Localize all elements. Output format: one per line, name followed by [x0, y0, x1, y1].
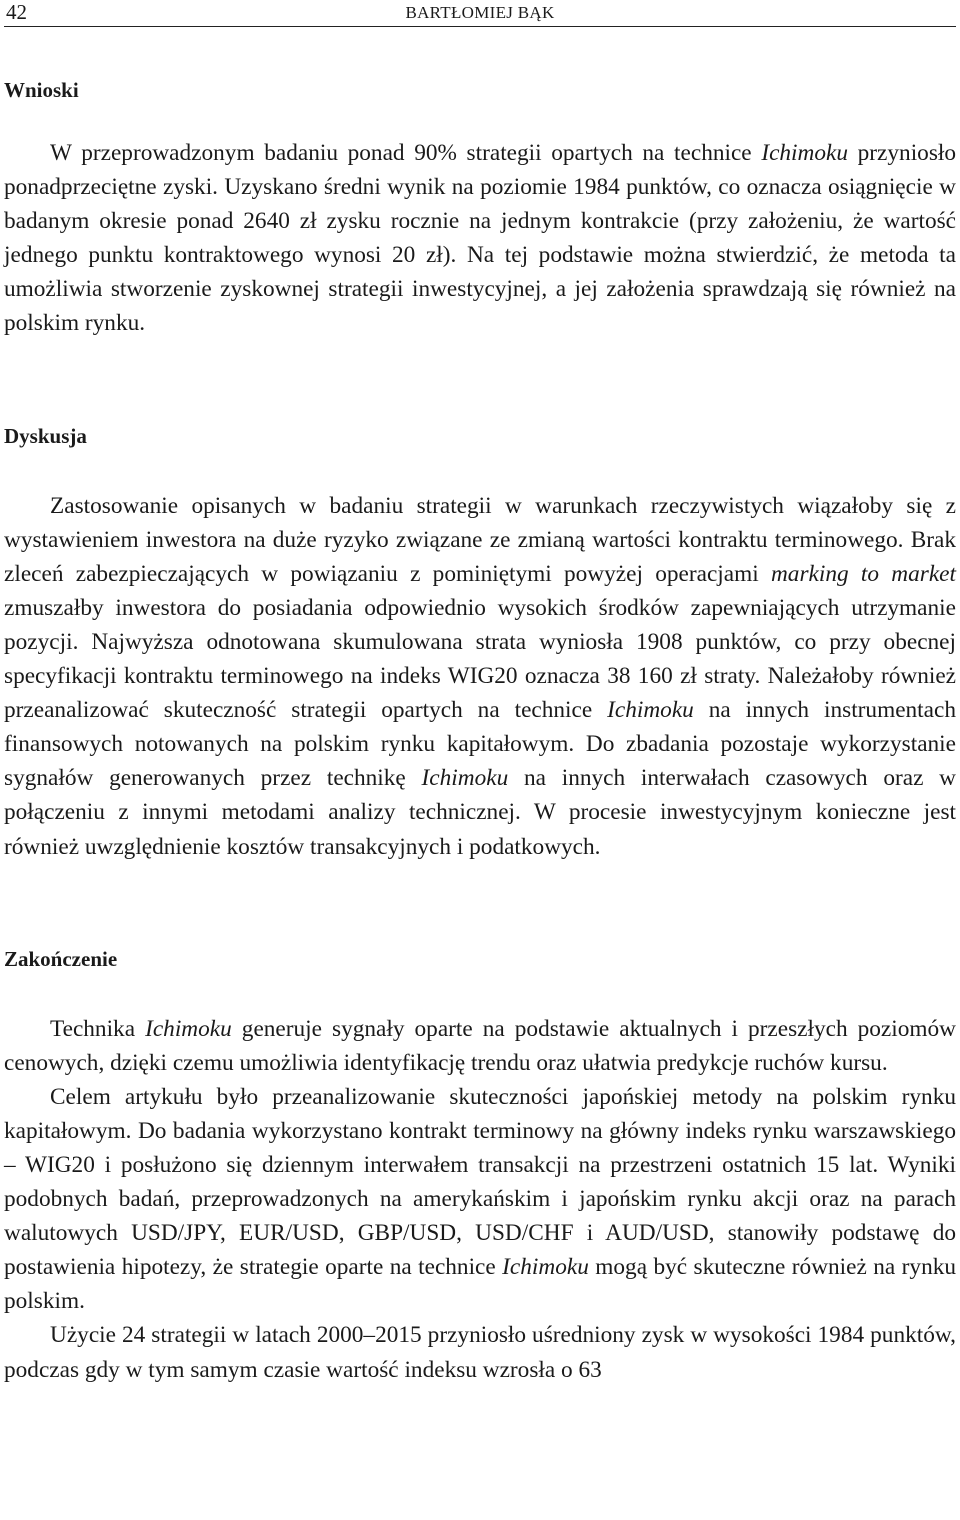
page-number: 42	[6, 0, 27, 24]
section-heading-dyskusja: Dyskusja	[4, 423, 87, 448]
paragraph	[4, 136, 956, 341]
text-run: na innych instrumentach finansowych notowanych na polskim rynku kapitałowym. Do zbadania pozostaje wykorzystanie sygnałów generowanych przez technikę	[4, 697, 956, 792]
text-run: przyniosło ponadprzeciętne zyski. Uzyskano średni wynik na poziomie 1984 punktów, co oznacza osiągnięcie w badanym okresie ponad 2640 zł zysku rocznie na jednym kontrakcie (przy założeniu, że wartość jednego punktu kontraktowego wynosi 20 zł). Na tej podstawie można stwierdzić, że metoda ta umożliwia stworzenie zyskownej strategii inwestycyjnej, a jej założenia sprawdzają się również na polskim rynku.	[4, 140, 957, 337]
section-body-dyskusja	[4, 489, 956, 864]
italic-term: Ichimoku	[145, 1015, 232, 1042]
italic-term: Ichimoku	[607, 697, 694, 724]
page	[4, 0, 956, 1387]
paragraph	[4, 1318, 956, 1386]
italic-term: Ichimoku	[761, 140, 848, 166]
text-run: Użycie 24 strategii w latach 2000–2015 przyniosło uśredniony zysk w wysokości 1984 punktów, podczas gdy w tym samym czasie wartość indeksu wzrosła o 63	[4, 1322, 956, 1383]
italic-term: marking to market	[770, 560, 956, 587]
text-run: mogą być skuteczne również na rynku polskim.	[4, 1254, 957, 1315]
text-run: Celem artykułu było przeanalizowanie skuteczności japońskiej metody na polskim rynku kapitałowym. Do badania wykorzystano kontrakt terminowy na główny indeks rynku warszawskiego – WIG20 i posłużono się dziennym interwałem transakcji na przestrzeni ostatnich 15 lat. Wyniki podobnych badań, przeprowadzonych na amerykańskim i japońskim rynku akcji oraz na parach walutowych USD/JPY, EUR/USD, GBP/USD, USD/CHF i AUD/USD, stanowiły podstawę do postawienia hipotezy, że strategie oparte na technice	[4, 1083, 956, 1281]
running-head	[4, 0, 956, 27]
text-run: W przeprowadzonym badaniu ponad 90% strategii opartych na technice	[50, 140, 762, 166]
section-body-zakonczenie	[4, 1012, 956, 1387]
text-run: na innych interwałach czasowych oraz w połączeniu z innymi metodami analizy technicznej. W procesie inwestycyjnym konieczne jest również uwzględnienie kosztów transakcyjnych i podatkowych.	[4, 765, 956, 860]
paragraph	[4, 1012, 956, 1080]
section-heading-zakonczenie: Zakończenie	[4, 946, 118, 971]
section-heading-wnioski: Wnioski	[4, 78, 79, 102]
paragraph	[4, 489, 956, 864]
italic-term: Ichimoku	[421, 765, 509, 792]
italic-term: Ichimoku	[502, 1254, 589, 1281]
running-title: BARTŁOMIEJ BĄK	[405, 3, 555, 22]
text-run: Technika	[50, 1015, 146, 1042]
paragraph	[4, 1080, 956, 1319]
section-body-wnioski	[4, 136, 956, 341]
text-run: zmuszałby inwestora do posiadania odpowiednio wysokich środków zapewniających utrzymanie pozycji. Najwyższa odnotowana skumulowana strata wyniosła 1908 punktów, co przy obecnej specyfikacji kontraktu terminowego na indeks WIG20 oznacza 38 160 zł straty. Należałoby również przeanalizować skuteczność strategii opartych na technice	[4, 594, 956, 724]
text-run: generuje sygnały oparte na podstawie aktualnych i przeszłych poziomów cenowych, dzięki czemu umożliwia identyfikację trendu oraz ułatwia predykcje ruchów kursu.	[4, 1015, 956, 1076]
text-run: Zastosowanie opisanych w badaniu strategii w warunkach rzeczywistych wiązałoby się z wystawieniem inwestora na duże ryzyko związane ze zmianą wartości kontraktu terminowego. Brak zleceń zabezpieczających w powiązaniu z pominiętymi powyżej operacjami	[4, 492, 956, 587]
